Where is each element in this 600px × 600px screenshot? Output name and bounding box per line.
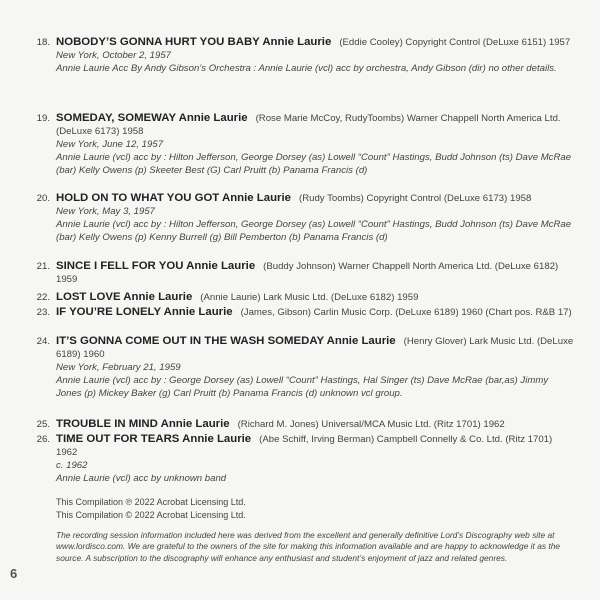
session-date: c. 1962: [56, 460, 88, 471]
track-title: IT’S GONNA COME OUT IN THE WASH SOMEDAY Annie Laurie: [56, 335, 396, 347]
session-personnel: Annie Laurie (vcl) acc by : Hilton Jefferson, George Dorsey (as) Lowell “Count” Hastings, Budd Johnson (ts) Dave McRae (bar) Kelly Owens (p) Skeeter Best (G) Carl Pruitt (b) Panama Francis (d): [56, 152, 572, 176]
track-entry: [28, 433, 576, 485]
track-entry: [28, 335, 576, 400]
track-title: LOST LOVE Annie Laurie: [56, 291, 193, 303]
track-title: TROUBLE IN MIND Annie Laurie: [56, 418, 230, 430]
track-title: IF YOU’RE LONELY Annie Laurie: [56, 306, 233, 318]
page-number: 6: [10, 566, 18, 581]
session-date: New York, October 2, 1957: [56, 50, 172, 61]
track-number: 22.: [36, 292, 50, 303]
track-credit: (Buddy Johnson) Warner Chappell North America Ltd. (DeLuxe 6182) 1959: [56, 261, 559, 285]
track-credit: (Rose Marie McCoy, RudyToombs) Warner Chappell North America Ltd. (DeLuxe 6173) 1958: [56, 113, 561, 137]
track-entry: [28, 192, 576, 244]
track-title: HOLD ON TO WHAT YOU GOT Annie Laurie: [56, 192, 291, 204]
track-number: 25.: [36, 419, 50, 430]
track-credit: (Richard M. Jones) Universal/MCA Music Ltd. (Ritz 1701) 1962: [237, 419, 505, 430]
session-date: New York, May 3, 1957: [56, 206, 156, 217]
track-title: SOMEDAY, SOMEWAY Annie Laurie: [56, 112, 248, 124]
track-credit: (Abe Schiff, Irving Berman) Campbell Connelly & Co. Ltd. (Ritz 1701) 1962: [56, 434, 553, 458]
track-number: 21.: [36, 261, 50, 272]
track-entry: [28, 260, 576, 286]
track-title: TIME OUT FOR TEARS Annie Laurie: [56, 433, 252, 445]
track-credit: (James, Gibson) Carlin Music Corp. (DeLuxe 6189) 1960 (Chart pos. R&B 17): [240, 307, 572, 318]
track-credit: (Henry Glover) Lark Music Ltd. (DeLuxe 6189) 1960: [56, 336, 574, 360]
track-number: 24.: [36, 336, 50, 347]
session-date: New York, February 21, 1959: [56, 362, 181, 373]
compilation-copyright-notice: This Compilation © 2022 Acrobat Licensing Ltd.: [56, 510, 246, 520]
session-personnel: Annie Laurie (vcl) acc by unknown band: [56, 473, 227, 484]
track-number: 23.: [36, 307, 50, 318]
track-entry: [28, 291, 576, 304]
session-personnel: Annie Laurie (vcl) acc by : Hilton Jefferson, George Dorsey (as) Lowell “Count” Hastings, Budd Johnson (ts) Dave McRae (bar) Kelly Owens (p) Kenny Burrell (g) Bill Pemberton (b) Panama Francis (d): [56, 219, 572, 243]
track-number: 19.: [36, 113, 50, 124]
session-personnel: Annie Laurie Acc By Andy Gibson’s Orchestra : Annie Laurie (vcl) acc by orchestra, Andy Gibson (dir) no other details.: [56, 63, 557, 74]
discography-acknowledgement: The recording session information included here was derived from the excellent and generally definitive Lord’s Discography web site at www.lordisco.com. We are grateful to the owners of the site for making this information available and are happy to acknowledge it as the source. A subscription to the discography will enhance any enthusiast and student’s enjoyment of jazz and related genres.: [56, 530, 561, 563]
track-number: 20.: [36, 193, 50, 204]
track-title: NOBODY’S GONNA HURT YOU BABY Annie Laurie: [56, 36, 332, 48]
compilation-phonogram-notice: This Compilation ℗ 2022 Acrobat Licensing Ltd.: [56, 497, 246, 507]
track-entry: [28, 36, 576, 75]
track-entry: [28, 112, 576, 177]
track-credit: (Eddie Cooley) Copyright Control (DeLuxe 6151) 1957: [339, 37, 571, 48]
track-credit: (Annie Laurie) Lark Music Ltd. (DeLuxe 6182) 1959: [200, 292, 419, 303]
track-number: 18.: [36, 37, 50, 48]
track-number: 26.: [36, 434, 50, 445]
session-date: New York, June 12, 1957: [56, 139, 164, 150]
track-title: SINCE I FELL FOR YOU Annie Laurie: [56, 260, 256, 272]
session-personnel: Annie Laurie (vcl) acc by : George Dorsey (as) Lowell “Count” Hastings, Hal Singer (ts) Dave McRae (bar,as) Jimmy Jones (p) Mickey Baker (g) Carl Pruitt (b) Panama Francis (d) unknown vcl group.: [56, 375, 549, 399]
track-entry: [28, 418, 576, 431]
track-entry: [28, 306, 576, 319]
track-credit: (Rudy Toombs) Copyright Control (DeLuxe 6173) 1958: [299, 193, 532, 204]
